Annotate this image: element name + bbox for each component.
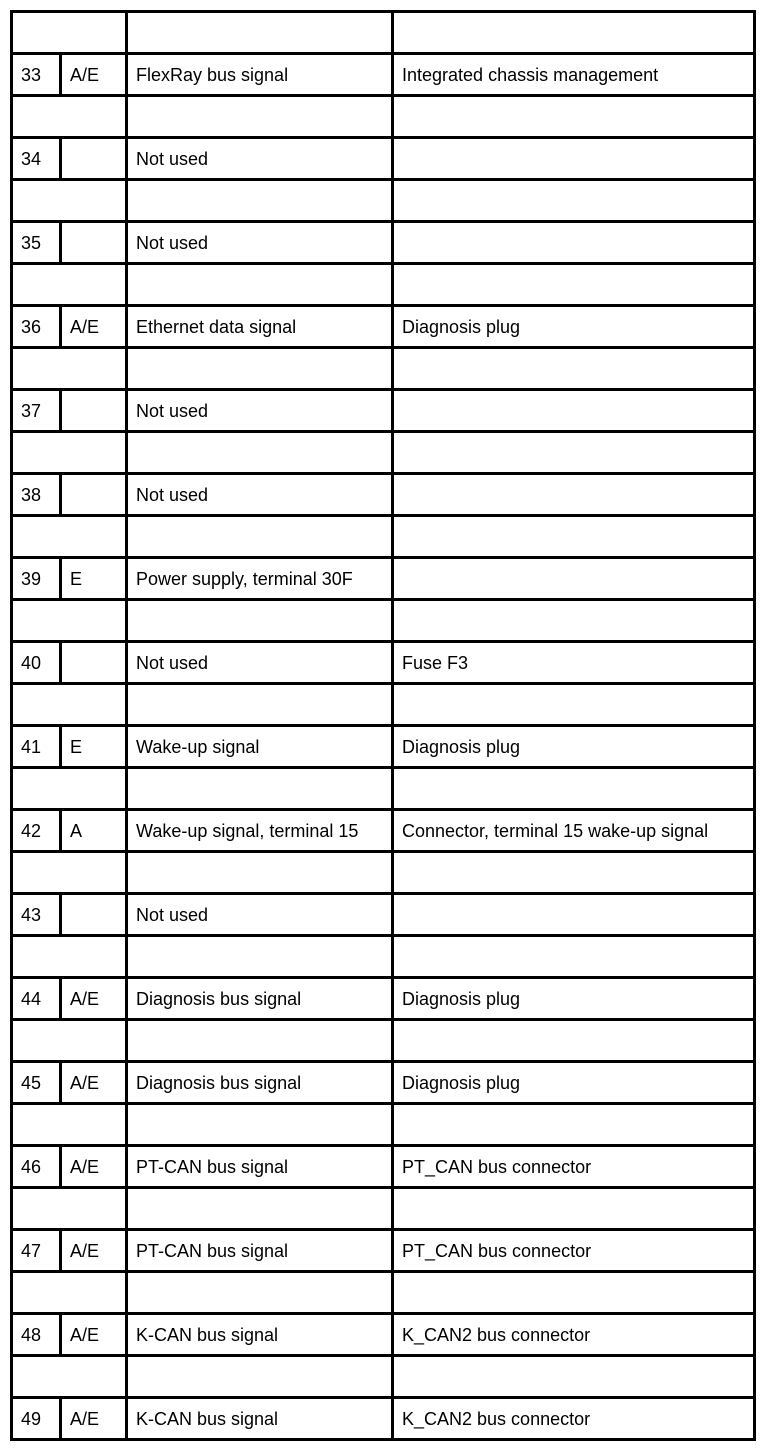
description-cell: K-CAN bus signal bbox=[127, 1314, 393, 1356]
spacer-cell bbox=[127, 432, 393, 474]
spacer-row bbox=[12, 432, 755, 474]
signal-type-cell bbox=[61, 222, 127, 264]
signal-type-cell bbox=[61, 894, 127, 936]
pin-number-cell: 41 bbox=[12, 726, 61, 768]
spacer-cell bbox=[127, 516, 393, 558]
spacer-cell bbox=[127, 768, 393, 810]
pin-number-cell: 40 bbox=[12, 642, 61, 684]
signal-type-cell bbox=[61, 474, 127, 516]
description-cell: Not used bbox=[127, 474, 393, 516]
spacer-cell bbox=[12, 684, 127, 726]
table-row bbox=[12, 1314, 755, 1356]
spacer-cell bbox=[12, 516, 127, 558]
spacer-row bbox=[12, 96, 755, 138]
description-cell: Diagnosis bus signal bbox=[127, 978, 393, 1020]
pin-number-cell: 34 bbox=[12, 138, 61, 180]
spacer-cell bbox=[393, 1020, 755, 1062]
spacer-cell bbox=[127, 1020, 393, 1062]
signal-type-cell: E bbox=[61, 558, 127, 600]
signal-type-cell: A/E bbox=[61, 978, 127, 1020]
spacer-cell bbox=[127, 1272, 393, 1314]
pin-number-cell: 42 bbox=[12, 810, 61, 852]
signal-type-cell: E bbox=[61, 726, 127, 768]
table-row bbox=[12, 810, 755, 852]
spacer-row bbox=[12, 1104, 755, 1146]
destination-cell: PT_CAN bus connector bbox=[393, 1230, 755, 1272]
destination-cell: Integrated chassis management bbox=[393, 54, 755, 96]
spacer-cell bbox=[393, 180, 755, 222]
spacer-row bbox=[12, 768, 755, 810]
spacer-cell bbox=[12, 852, 127, 894]
spacer-cell bbox=[12, 180, 127, 222]
table-row bbox=[12, 894, 755, 936]
spacer-row bbox=[12, 1188, 755, 1230]
table-row bbox=[12, 54, 755, 96]
spacer-row bbox=[12, 600, 755, 642]
spacer-cell bbox=[393, 348, 755, 390]
spacer-row bbox=[12, 1356, 755, 1398]
description-cell: Power supply, terminal 30F bbox=[127, 558, 393, 600]
spacer-cell bbox=[12, 768, 127, 810]
description-cell: Ethernet data signal bbox=[127, 306, 393, 348]
table-row bbox=[12, 222, 755, 264]
pin-number-cell: 39 bbox=[12, 558, 61, 600]
spacer-cell bbox=[127, 264, 393, 306]
spacer-cell bbox=[127, 936, 393, 978]
spacer-row bbox=[12, 684, 755, 726]
spacer-cell bbox=[393, 1188, 755, 1230]
spacer-cell bbox=[393, 1104, 755, 1146]
spacer-cell bbox=[12, 264, 127, 306]
spacer-cell bbox=[127, 96, 393, 138]
destination-cell: Connector, terminal 15 wake-up signal bbox=[393, 810, 755, 852]
spacer-row bbox=[12, 516, 755, 558]
spacer-cell bbox=[12, 1356, 127, 1398]
signal-type-cell: A bbox=[61, 810, 127, 852]
description-cell: Not used bbox=[127, 222, 393, 264]
spacer-cell bbox=[127, 180, 393, 222]
pin-number-cell: 35 bbox=[12, 222, 61, 264]
spacer-cell bbox=[127, 600, 393, 642]
spacer-cell bbox=[393, 516, 755, 558]
description-cell: Not used bbox=[127, 642, 393, 684]
pin-number-cell: 46 bbox=[12, 1146, 61, 1188]
spacer-cell bbox=[393, 1272, 755, 1314]
description-cell: PT-CAN bus signal bbox=[127, 1146, 393, 1188]
pin-number-cell: 38 bbox=[12, 474, 61, 516]
destination-cell bbox=[393, 138, 755, 180]
spacer-cell bbox=[12, 12, 127, 54]
spacer-row bbox=[12, 180, 755, 222]
description-cell: Not used bbox=[127, 138, 393, 180]
table-row bbox=[12, 306, 755, 348]
description-cell: PT-CAN bus signal bbox=[127, 1230, 393, 1272]
signal-type-cell: A/E bbox=[61, 1062, 127, 1104]
spacer-row bbox=[12, 264, 755, 306]
description-cell: K-CAN bus signal bbox=[127, 1398, 393, 1440]
spacer-cell bbox=[393, 684, 755, 726]
spacer-cell bbox=[393, 852, 755, 894]
pin-number-cell: 37 bbox=[12, 390, 61, 432]
signal-type-cell bbox=[61, 642, 127, 684]
spacer-cell bbox=[12, 1188, 127, 1230]
destination-cell bbox=[393, 558, 755, 600]
spacer-cell bbox=[393, 96, 755, 138]
signal-type-cell bbox=[61, 138, 127, 180]
table-row bbox=[12, 642, 755, 684]
destination-cell: Fuse F3 bbox=[393, 642, 755, 684]
table-row bbox=[12, 1398, 755, 1440]
spacer-cell bbox=[12, 1272, 127, 1314]
pin-number-cell: 48 bbox=[12, 1314, 61, 1356]
destination-cell: Diagnosis plug bbox=[393, 726, 755, 768]
spacer-row bbox=[12, 1272, 755, 1314]
destination-cell: Diagnosis plug bbox=[393, 306, 755, 348]
spacer-row bbox=[12, 1020, 755, 1062]
table-row bbox=[12, 1230, 755, 1272]
description-cell: Wake-up signal, terminal 15 bbox=[127, 810, 393, 852]
spacer-cell bbox=[393, 432, 755, 474]
pin-number-cell: 45 bbox=[12, 1062, 61, 1104]
signal-type-cell: A/E bbox=[61, 54, 127, 96]
spacer-cell bbox=[127, 1104, 393, 1146]
pin-number-cell: 43 bbox=[12, 894, 61, 936]
pin-number-cell: 33 bbox=[12, 54, 61, 96]
description-cell: Not used bbox=[127, 390, 393, 432]
destination-cell: K_CAN2 bus connector bbox=[393, 1314, 755, 1356]
destination-cell bbox=[393, 894, 755, 936]
spacer-cell bbox=[12, 1020, 127, 1062]
spacer-cell bbox=[12, 432, 127, 474]
spacer-row bbox=[12, 936, 755, 978]
pin-table-body bbox=[12, 12, 755, 1440]
table-row bbox=[12, 726, 755, 768]
spacer-cell bbox=[393, 936, 755, 978]
spacer-cell bbox=[127, 852, 393, 894]
signal-type-cell: A/E bbox=[61, 1398, 127, 1440]
signal-type-cell: A/E bbox=[61, 306, 127, 348]
destination-cell: Diagnosis plug bbox=[393, 978, 755, 1020]
signal-type-cell: A/E bbox=[61, 1146, 127, 1188]
description-cell: Wake-up signal bbox=[127, 726, 393, 768]
destination-cell bbox=[393, 222, 755, 264]
spacer-cell bbox=[12, 936, 127, 978]
spacer-row bbox=[12, 852, 755, 894]
spacer-cell bbox=[127, 12, 393, 54]
description-cell: Not used bbox=[127, 894, 393, 936]
destination-cell: Diagnosis plug bbox=[393, 1062, 755, 1104]
pin-number-cell: 47 bbox=[12, 1230, 61, 1272]
spacer-cell bbox=[12, 600, 127, 642]
signal-type-cell: A/E bbox=[61, 1314, 127, 1356]
spacer-row bbox=[12, 12, 755, 54]
table-row bbox=[12, 1146, 755, 1188]
spacer-cell bbox=[12, 96, 127, 138]
destination-cell bbox=[393, 390, 755, 432]
pin-number-cell: 36 bbox=[12, 306, 61, 348]
signal-type-cell bbox=[61, 390, 127, 432]
table-row bbox=[12, 474, 755, 516]
signal-type-cell: A/E bbox=[61, 1230, 127, 1272]
spacer-cell bbox=[393, 600, 755, 642]
spacer-cell bbox=[127, 1356, 393, 1398]
table-row bbox=[12, 390, 755, 432]
table-row bbox=[12, 558, 755, 600]
destination-cell bbox=[393, 474, 755, 516]
spacer-cell bbox=[393, 1356, 755, 1398]
spacer-cell bbox=[127, 684, 393, 726]
spacer-cell bbox=[393, 768, 755, 810]
pin-number-cell: 44 bbox=[12, 978, 61, 1020]
pin-assignment-table bbox=[10, 10, 756, 1441]
description-cell: Diagnosis bus signal bbox=[127, 1062, 393, 1104]
spacer-cell bbox=[12, 1104, 127, 1146]
spacer-cell bbox=[393, 264, 755, 306]
spacer-cell bbox=[127, 348, 393, 390]
spacer-row bbox=[12, 348, 755, 390]
pin-number-cell: 49 bbox=[12, 1398, 61, 1440]
spacer-cell bbox=[127, 1188, 393, 1230]
table-row bbox=[12, 1062, 755, 1104]
destination-cell: PT_CAN bus connector bbox=[393, 1146, 755, 1188]
description-cell: FlexRay bus signal bbox=[127, 54, 393, 96]
spacer-cell bbox=[12, 348, 127, 390]
table-row bbox=[12, 978, 755, 1020]
destination-cell: K_CAN2 bus connector bbox=[393, 1398, 755, 1440]
table-row bbox=[12, 138, 755, 180]
spacer-cell bbox=[393, 12, 755, 54]
